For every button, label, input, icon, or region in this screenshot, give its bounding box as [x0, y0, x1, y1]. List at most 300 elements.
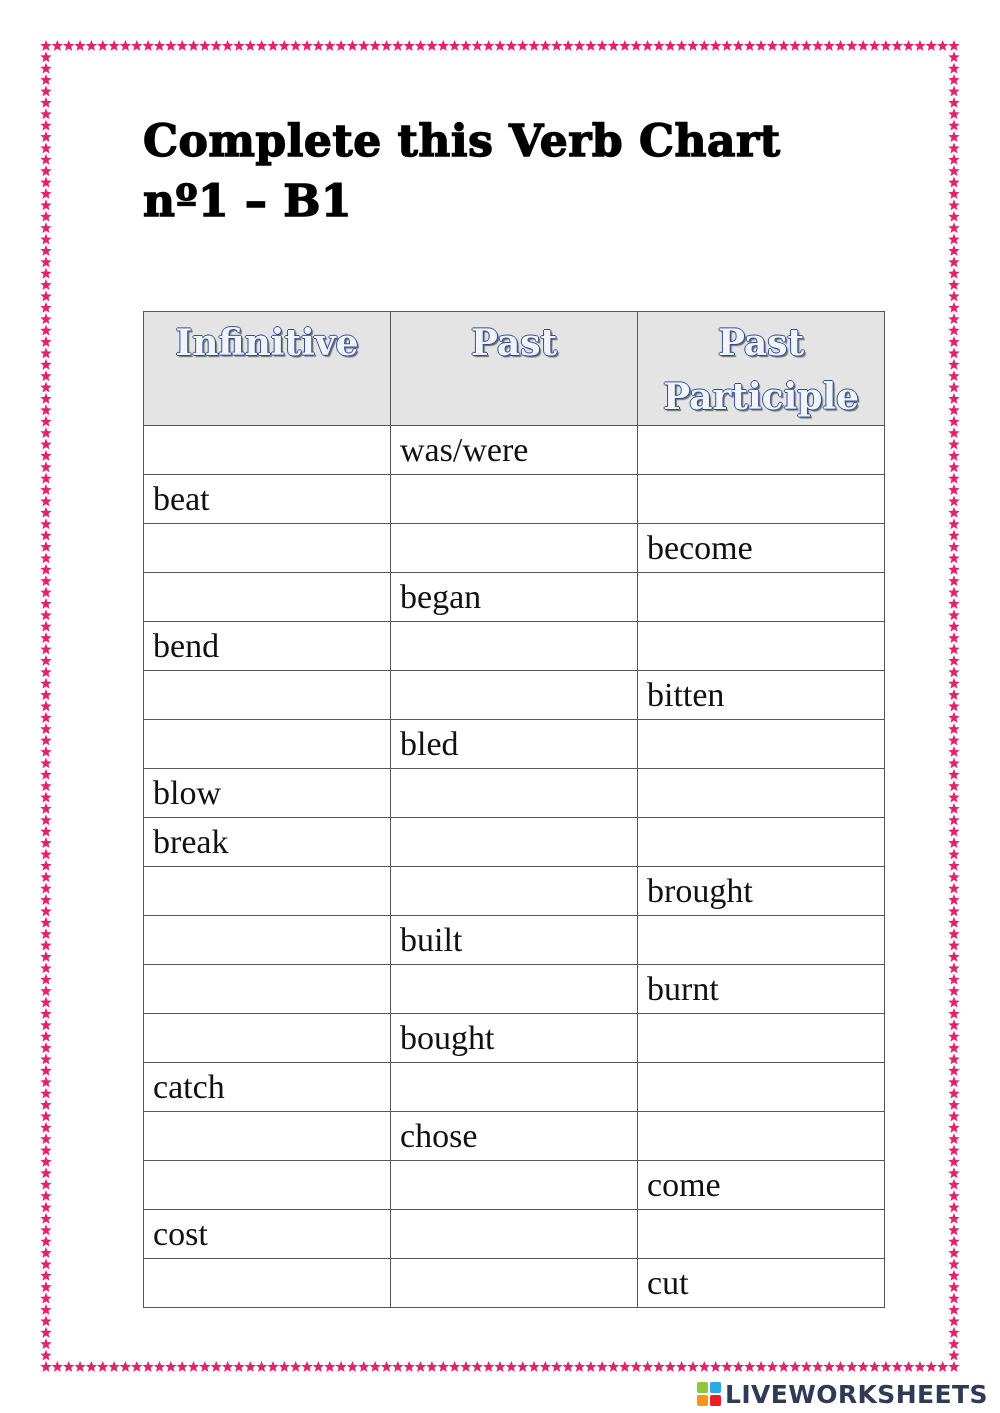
border-star-icon [40, 268, 51, 279]
border-star-icon [290, 40, 301, 51]
border-star-icon [301, 1361, 312, 1372]
border-star-icon [40, 644, 51, 655]
cell-past-participle[interactable] [638, 573, 885, 622]
border-star-icon [52, 40, 63, 51]
border-star-icon [40, 63, 51, 74]
border-star-icon [40, 86, 51, 97]
border-star-icon [460, 1361, 471, 1372]
border-star-icon [948, 1247, 959, 1258]
border-star-icon [948, 552, 959, 563]
cell-infinitive[interactable] [144, 426, 391, 475]
title-line-2: nº1 – B1 [143, 176, 353, 227]
table-row [144, 524, 885, 573]
cell-infinitive: cost [144, 1210, 391, 1259]
border-star-icon [948, 1110, 959, 1121]
border-star-icon [948, 313, 959, 324]
border-star-icon [948, 792, 959, 803]
header-past: Past [391, 312, 638, 426]
border-star-icon [948, 860, 959, 871]
border-star-icon [948, 1133, 959, 1144]
border-star-icon [40, 1236, 51, 1247]
border-star-icon [948, 97, 959, 108]
border-star-icon [948, 108, 959, 119]
border-star-icon [948, 871, 959, 882]
border-star-icon [267, 1361, 278, 1372]
border-star-icon [40, 279, 51, 290]
border-star-icon [926, 40, 937, 51]
border-star-icon [948, 997, 959, 1008]
cell-past[interactable] [391, 1259, 638, 1308]
border-star-icon [506, 1361, 517, 1372]
border-star-icon [812, 40, 823, 51]
border-star-icon [721, 1361, 732, 1372]
table-row [144, 573, 885, 622]
border-star-icon [948, 86, 959, 97]
cell-infinitive[interactable] [144, 965, 391, 1014]
border-star-icon [40, 450, 51, 461]
table-row [144, 1259, 885, 1308]
table-row [144, 671, 885, 720]
verb-chart-table [143, 311, 885, 1308]
border-star-icon [948, 291, 959, 302]
cell-past-participle[interactable] [638, 1014, 885, 1063]
border-star-icon [948, 564, 959, 575]
table-row [144, 1210, 885, 1259]
border-star-icon [823, 40, 834, 51]
border-star-icon [40, 291, 51, 302]
cell-past[interactable] [391, 671, 638, 720]
border-star-icon [767, 40, 778, 51]
cell-past-participle[interactable] [638, 1210, 885, 1259]
border-star-icon [199, 1361, 210, 1372]
border-star-icon [585, 40, 596, 51]
cell-infinitive[interactable] [144, 867, 391, 916]
border-star-icon [948, 940, 959, 951]
border-star-icon [256, 40, 267, 51]
table-row [144, 818, 885, 867]
border-star-icon [392, 1361, 403, 1372]
border-star-icon [426, 40, 437, 51]
cell-past-participle[interactable] [638, 818, 885, 867]
border-star-icon [40, 803, 51, 814]
border-star-icon [40, 347, 51, 358]
border-star-icon [40, 905, 51, 916]
cell-past: bled [391, 720, 638, 769]
cell-past[interactable] [391, 1210, 638, 1259]
border-star-icon [948, 245, 959, 256]
table-row [144, 475, 885, 524]
border-star-icon [40, 359, 51, 370]
border-star-icon [494, 1361, 505, 1372]
border-star-icon [40, 837, 51, 848]
border-star-icon [40, 552, 51, 563]
border-star-icon [40, 1054, 51, 1065]
border-star-icon [948, 1270, 959, 1281]
border-star-icon [846, 40, 857, 51]
border-star-icon [40, 1361, 51, 1372]
logo-square [697, 1395, 708, 1406]
border-star-icon [869, 1361, 880, 1372]
border-star-icon [40, 609, 51, 620]
border-star-icon [256, 1361, 267, 1372]
border-star-icon [948, 814, 959, 825]
border-star-icon [948, 393, 959, 404]
border-star-icon [948, 530, 959, 541]
border-star-icon [948, 496, 959, 507]
border-star-icon [40, 1350, 51, 1361]
border-star-icon [40, 1315, 51, 1326]
border-star-icon [97, 1361, 108, 1372]
border-star-icon [40, 1304, 51, 1315]
border-star-icon [40, 222, 51, 233]
border-star-icon [948, 1293, 959, 1304]
border-star-icon [948, 746, 959, 757]
border-star-icon [40, 621, 51, 632]
border-star-icon [948, 1019, 959, 1030]
border-star-icon [789, 40, 800, 51]
border-star-icon [948, 427, 959, 438]
cell-past: was/were [391, 426, 638, 475]
border-star-icon [40, 689, 51, 700]
border-star-icon [40, 120, 51, 131]
border-star-icon [948, 803, 959, 814]
cell-infinitive[interactable] [144, 720, 391, 769]
cell-infinitive[interactable] [144, 573, 391, 622]
logo-square [697, 1382, 708, 1393]
border-star-icon [948, 234, 959, 245]
border-star-icon [40, 1133, 51, 1144]
border-star-icon [40, 530, 51, 541]
border-star-icon [699, 1361, 710, 1372]
border-star-icon [948, 928, 959, 939]
border-star-icon [948, 644, 959, 655]
border-star-icon [517, 1361, 528, 1372]
border-star-icon [948, 1156, 959, 1167]
border-star-icon [948, 757, 959, 768]
border-star-icon [948, 336, 959, 347]
border-star-icon [948, 712, 959, 723]
border-star-icon [528, 1361, 539, 1372]
border-star-icon [699, 40, 710, 51]
border-star-icon [324, 40, 335, 51]
cell-past[interactable] [391, 965, 638, 1014]
border-star-icon [608, 1361, 619, 1372]
table-row [144, 916, 885, 965]
border-star-icon [97, 40, 108, 51]
border-star-icon [687, 1361, 698, 1372]
border-star-icon [596, 1361, 607, 1372]
border-star-icon [86, 1361, 97, 1372]
border-star-icon [948, 279, 959, 290]
border-star-icon [948, 347, 959, 358]
cell-past[interactable] [391, 524, 638, 573]
border-star-icon [948, 575, 959, 586]
cell-past-participle: burnt [638, 965, 885, 1014]
header-past-participle: Past Participle [638, 312, 885, 426]
border-star-icon [562, 40, 573, 51]
border-star-icon [40, 860, 51, 871]
border-star-icon [562, 1361, 573, 1372]
border-star-icon [40, 928, 51, 939]
border-star-icon [74, 1361, 85, 1372]
cell-past-participle[interactable] [638, 475, 885, 524]
border-star-icon [40, 917, 51, 928]
border-star-icon [676, 40, 687, 51]
border-star-icon [948, 1202, 959, 1213]
border-star-icon [948, 154, 959, 165]
border-star-icon [40, 723, 51, 734]
cell-past-participle: come [638, 1161, 885, 1210]
border-star-icon [40, 678, 51, 689]
border-star-icon [710, 1361, 721, 1372]
border-star-icon [188, 1361, 199, 1372]
border-star-icon [642, 40, 653, 51]
border-star-icon [40, 1145, 51, 1156]
border-star-icon [835, 1361, 846, 1372]
border-star-icon [267, 40, 278, 51]
table-row [144, 1112, 885, 1161]
border-star-icon [948, 211, 959, 222]
border-star-icon [40, 393, 51, 404]
border-star-icon [948, 655, 959, 666]
border-star-icon [948, 142, 959, 153]
border-star-icon [176, 40, 187, 51]
border-star-icon [948, 382, 959, 393]
border-star-icon [233, 40, 244, 51]
border-star-icon [948, 1327, 959, 1338]
border-star-icon [40, 108, 51, 119]
border-star-icon [40, 518, 51, 529]
border-star-icon [335, 1361, 346, 1372]
border-star-icon [40, 1224, 51, 1235]
border-star-icon [40, 1270, 51, 1281]
cell-past[interactable] [391, 475, 638, 524]
border-star-icon [40, 814, 51, 825]
border-star-icon [438, 40, 449, 51]
border-star-icon [948, 1190, 959, 1201]
border-star-icon [40, 74, 51, 85]
border-star-icon [154, 40, 165, 51]
cell-past-participle[interactable] [638, 622, 885, 671]
border-star-icon [948, 40, 959, 51]
cell-past[interactable] [391, 867, 638, 916]
border-star-icon [948, 689, 959, 700]
liveworksheets-logo [697, 1376, 988, 1412]
cell-past: bought [391, 1014, 638, 1063]
border-star-icon [948, 883, 959, 894]
cell-infinitive: catch [144, 1063, 391, 1112]
border-star-icon [40, 439, 51, 450]
border-star-icon [415, 40, 426, 51]
logo-text: LIVEWORKSHEETS [725, 1379, 988, 1409]
border-star-icon [948, 416, 959, 427]
border-star-icon [74, 40, 85, 51]
border-star-icon [914, 1361, 925, 1372]
cell-past-participle[interactable] [638, 769, 885, 818]
border-star-icon [892, 40, 903, 51]
border-star-icon [40, 541, 51, 552]
border-star-icon [948, 1167, 959, 1178]
border-star-icon [40, 211, 51, 222]
border-star-icon [381, 40, 392, 51]
border-star-icon [40, 1099, 51, 1110]
border-star-icon [903, 40, 914, 51]
cell-infinitive[interactable] [144, 916, 391, 965]
border-star-icon [494, 40, 505, 51]
cell-infinitive[interactable] [144, 1161, 391, 1210]
border-star-icon [528, 40, 539, 51]
border-star-icon [948, 1008, 959, 1019]
border-star-icon [86, 40, 97, 51]
cell-past[interactable] [391, 769, 638, 818]
border-star-icon [948, 1304, 959, 1315]
border-star-icon [40, 1019, 51, 1030]
border-star-icon [40, 666, 51, 677]
cell-past[interactable] [391, 1161, 638, 1210]
border-star-icon [869, 40, 880, 51]
border-star-icon [131, 40, 142, 51]
border-star-icon [40, 1293, 51, 1304]
border-star-icon [40, 256, 51, 267]
border-star-icon [948, 1259, 959, 1270]
border-star-icon [948, 1361, 959, 1372]
border-star-icon [40, 1031, 51, 1042]
border-star-icon [131, 1361, 142, 1372]
border-star-icon [52, 1361, 63, 1372]
border-star-icon [40, 826, 51, 837]
border-star-icon [948, 1224, 959, 1235]
border-star-icon [403, 40, 414, 51]
border-star-icon [948, 951, 959, 962]
border-star-icon [40, 1202, 51, 1213]
cell-infinitive: beat [144, 475, 391, 524]
border-star-icon [880, 1361, 891, 1372]
logo-square [710, 1395, 721, 1406]
border-star-icon [948, 359, 959, 370]
border-star-icon [948, 222, 959, 233]
border-star-icon [506, 40, 517, 51]
border-star-icon [40, 792, 51, 803]
border-star-icon [948, 1099, 959, 1110]
border-star-icon [948, 962, 959, 973]
border-star-icon [948, 325, 959, 336]
cell-past-participle[interactable] [638, 426, 885, 475]
border-star-icon [211, 40, 222, 51]
border-star-icon [948, 1122, 959, 1133]
border-star-icon [948, 1236, 959, 1247]
border-star-icon [948, 199, 959, 210]
cell-past-participle[interactable] [638, 1063, 885, 1112]
border-star-icon [40, 427, 51, 438]
border-star-icon [948, 1179, 959, 1190]
border-star-icon [948, 74, 959, 85]
border-star-icon [948, 587, 959, 598]
border-star-icon [438, 1361, 449, 1372]
cell-past-participle[interactable] [638, 1112, 885, 1161]
table-row [144, 622, 885, 671]
cell-past[interactable] [391, 818, 638, 867]
border-star-icon [903, 1361, 914, 1372]
border-star-icon [40, 598, 51, 609]
cell-infinitive[interactable] [144, 1014, 391, 1063]
border-star-icon [948, 826, 959, 837]
border-star-icon [40, 51, 51, 62]
border-star-icon [517, 40, 528, 51]
border-star-icon [40, 302, 51, 313]
border-star-icon [710, 40, 721, 51]
cell-past[interactable] [391, 622, 638, 671]
border-star-icon [40, 234, 51, 245]
border-star-icon [676, 1361, 687, 1372]
cell-past-participle[interactable] [638, 916, 885, 965]
border-star-icon [40, 780, 51, 791]
border-star-icon [483, 1361, 494, 1372]
border-star-icon [948, 473, 959, 484]
border-star-icon [245, 1361, 256, 1372]
cell-past[interactable] [391, 1063, 638, 1112]
border-star-icon [108, 1361, 119, 1372]
border-star-icon [290, 1361, 301, 1372]
cell-infinitive[interactable] [144, 1259, 391, 1308]
border-star-icon [948, 1281, 959, 1292]
border-star-icon [880, 40, 891, 51]
border-star-icon [40, 1065, 51, 1076]
border-star-icon [403, 1361, 414, 1372]
border-star-icon [63, 1361, 74, 1372]
border-star-icon [199, 40, 210, 51]
border-star-icon [176, 1361, 187, 1372]
cell-infinitive: break [144, 818, 391, 867]
border-star-icon [948, 609, 959, 620]
border-star-icon [40, 1122, 51, 1133]
border-star-icon [948, 621, 959, 632]
border-star-icon [948, 1315, 959, 1326]
header-infinitive: Infinitive [144, 312, 391, 426]
border-star-icon [245, 40, 256, 51]
cell-past-participle[interactable] [638, 720, 885, 769]
border-star-icon [892, 1361, 903, 1372]
border-star-icon [40, 473, 51, 484]
border-star-icon [948, 63, 959, 74]
border-star-icon [574, 1361, 585, 1372]
border-star-icon [948, 735, 959, 746]
border-star-icon [40, 1338, 51, 1349]
border-star-icon [948, 439, 959, 450]
border-star-icon [948, 461, 959, 472]
border-star-icon [40, 461, 51, 472]
table-header-row [144, 312, 885, 426]
border-star-icon [40, 370, 51, 381]
border-star-icon [721, 40, 732, 51]
border-star-icon [40, 894, 51, 905]
border-star-icon [392, 40, 403, 51]
border-star-icon [40, 951, 51, 962]
border-star-icon [40, 404, 51, 415]
cell-infinitive[interactable] [144, 671, 391, 720]
cell-infinitive[interactable] [144, 524, 391, 573]
border-star-icon [40, 1190, 51, 1201]
border-star-icon [40, 1076, 51, 1087]
border-star-icon [926, 1361, 937, 1372]
cell-past: built [391, 916, 638, 965]
border-star-icon [948, 1054, 959, 1065]
border-star-icon [40, 131, 51, 142]
border-star-icon [835, 40, 846, 51]
border-star-icon [778, 40, 789, 51]
border-star-icon [948, 1031, 959, 1042]
cell-infinitive[interactable] [144, 1112, 391, 1161]
border-star-icon [948, 598, 959, 609]
